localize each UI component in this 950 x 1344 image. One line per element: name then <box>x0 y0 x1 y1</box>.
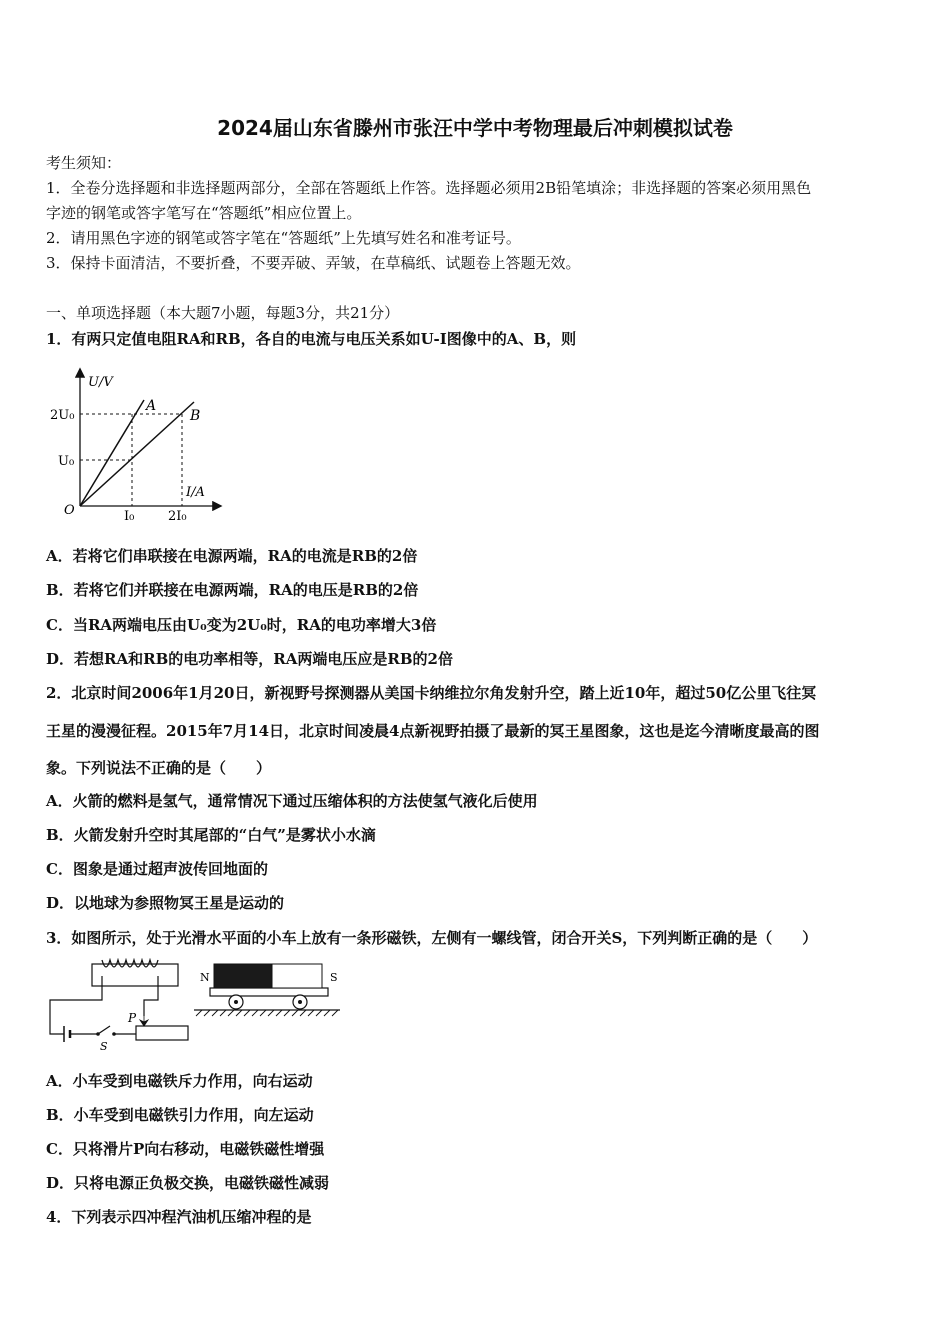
question-1-stem: 1．有两只定值电阻RA和RB，各自的电流与电压关系如U-I图像中的A、B，则 <box>46 330 577 348</box>
origin-label: O <box>64 503 75 518</box>
tick-label-i0: I₀ <box>124 509 135 524</box>
q3-option-d[interactable]: D．只将电源正负极交换，电磁铁磁性减弱 <box>46 1174 330 1192</box>
line-a <box>80 400 144 506</box>
tick-label-u0: U₀ <box>58 454 75 469</box>
cart-wheel-hub <box>234 1000 238 1004</box>
q1-option-c[interactable]: C．当RA两端电压由U₀变为2U₀时，RA的电功率增大3倍 <box>46 616 437 634</box>
question-2-stem: 王星的漫漫征程。2015年7月14日，北京时间凌晨4点新视野拍摄了最新的冥王星图象，这也是迄今清晰度最高的图 <box>46 722 820 740</box>
notice-item: 字迹的钢笔或答字笔写在“答题纸”相应位置上。 <box>46 204 362 222</box>
ground-hatch <box>196 1010 338 1016</box>
q2-option-d[interactable]: D．以地球为参照物冥王星是运动的 <box>46 894 285 912</box>
q1-option-d[interactable]: D．若想RA和RB的电功率相等，RA两端电压应是RB的2倍 <box>46 650 453 668</box>
switch-label: S <box>100 1040 108 1053</box>
question-3-stem: 3．如图所示，处于光滑水平面的小车上放有一条形磁铁，左侧有一螺线管，闭合开关S，下列判断正确的是（ ） <box>46 929 818 947</box>
q1-option-b[interactable]: B．若将它们并联接在电源两端，RA的电压是RB的2倍 <box>46 581 419 599</box>
wire-right <box>144 976 158 1016</box>
q1-option-a[interactable]: A．若将它们串联接在电源两端，RA的电流是RB的2倍 <box>46 547 418 565</box>
rheostat <box>136 1026 188 1040</box>
slider-label: P <box>128 1011 137 1025</box>
x-axis-label: I/A <box>186 485 205 500</box>
q2-option-a[interactable]: A．火箭的燃料是氢气，通常情况下通过压缩体积的方法使氢气液化后使用 <box>46 792 538 810</box>
line-a-label: A <box>146 398 157 414</box>
question-4-stem: 4．下列表示四冲程汽油机压缩冲程的是 <box>46 1208 312 1226</box>
page-title: 2024届山东省滕州市张汪中学中考物理最后冲刺模拟试卷 <box>217 116 733 140</box>
switch-pivot <box>96 1032 100 1036</box>
q3-option-a[interactable]: A．小车受到电磁铁斥力作用，向右运动 <box>46 1072 313 1090</box>
cart-body <box>210 988 328 996</box>
notice-item: 3．保持卡面清洁，不要折叠，不要弄破、弄皱，在草稿纸、试题卷上答题无效。 <box>46 254 581 272</box>
q2-option-c[interactable]: C．图象是通过超声波传回地面的 <box>46 860 268 878</box>
q3-option-b[interactable]: B．小车受到电磁铁引力作用，向左运动 <box>46 1106 314 1124</box>
north-label: N <box>200 971 210 984</box>
solenoid-core <box>92 964 178 986</box>
notice-item: 2．请用黑色字迹的钢笔或答字笔在“答题纸”上先填写姓名和准考证号。 <box>46 229 521 247</box>
magnet-south <box>272 964 322 988</box>
q3-option-c[interactable]: C．只将滑片P向右移动，电磁铁磁性增强 <box>46 1140 325 1158</box>
tick-label-2u0: 2U₀ <box>50 408 75 423</box>
notice-item: 1．全卷分选择题和非选择题两部分，全部在答题纸上作答。选择题必须用2B铅笔填涂；非选择题的答案必须用黑色 <box>46 179 812 197</box>
line-b <box>80 402 194 506</box>
q2-option-b[interactable]: B．火箭发射升空时其尾部的“白气”是雾状小水滴 <box>46 826 376 844</box>
magnet-north <box>214 964 272 988</box>
slider-arrow <box>140 1016 148 1026</box>
notice-heading: 考生须知： <box>46 154 122 172</box>
question-2-stem: 2．北京时间2006年1月20日，新视野号探测器从美国卡纳维拉尔角发射升空，踏上近10年，超过50亿公里飞往冥 <box>46 684 817 702</box>
question-2-stem: 象。下列说法不正确的是（ ） <box>46 759 272 777</box>
ui-graph <box>48 364 238 524</box>
line-b-label: B <box>190 408 201 424</box>
circuit-figure <box>44 958 354 1058</box>
south-label: S <box>330 971 338 984</box>
wire-left <box>50 976 102 1034</box>
section-heading: 一、单项选择题（本大题7小题，每题3分，共21分） <box>46 304 400 322</box>
switch-lever <box>98 1026 110 1034</box>
y-axis-label: U/V <box>88 375 113 390</box>
tick-label-2i0: 2I₀ <box>168 509 187 524</box>
cart-wheel-hub <box>298 1000 302 1004</box>
